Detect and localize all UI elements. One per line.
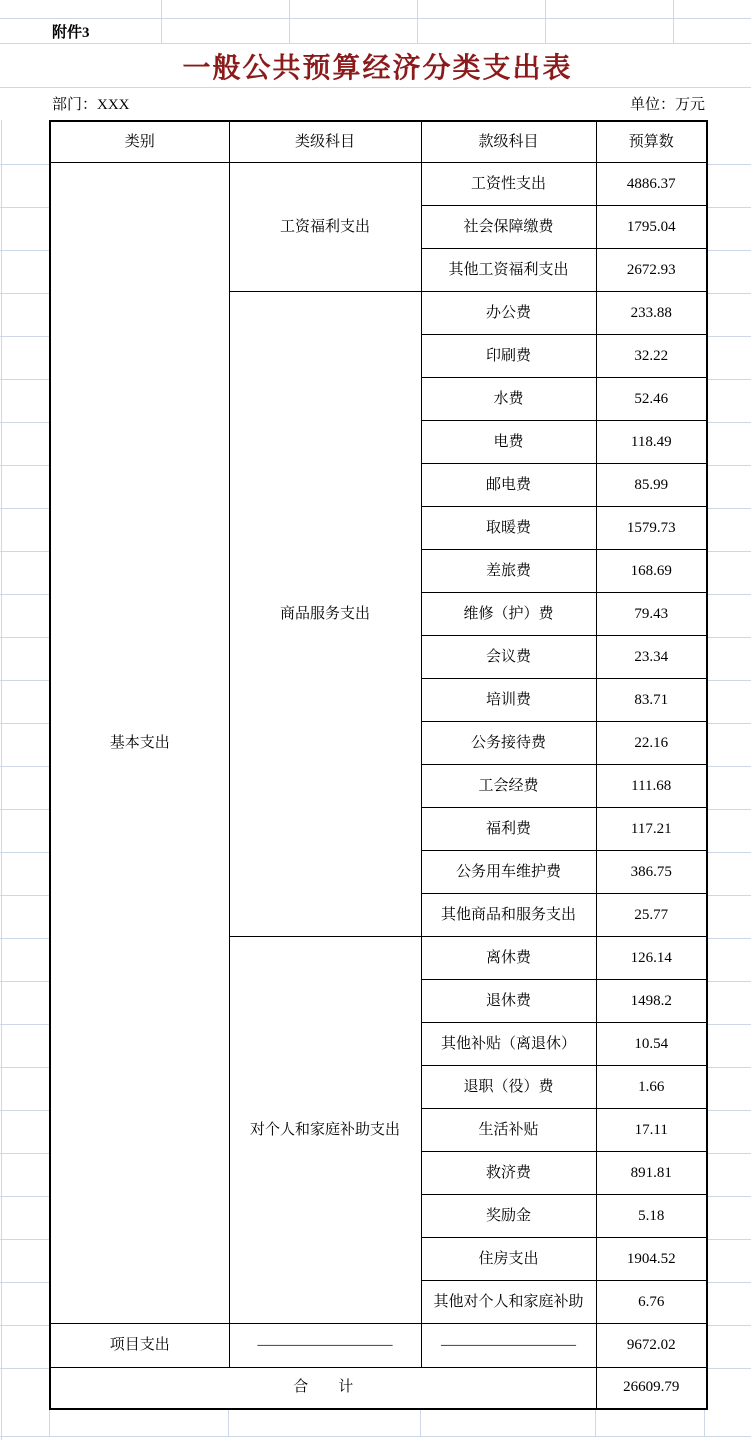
value-cell: 17.11 bbox=[596, 1109, 707, 1152]
value-cell: 118.49 bbox=[596, 421, 707, 464]
item-cell: 福利费 bbox=[421, 808, 596, 851]
item-cell: 生活补贴 bbox=[421, 1109, 596, 1152]
header-budget: 预算数 bbox=[596, 121, 707, 163]
category-basic-cell: 基本支出 bbox=[50, 163, 229, 1324]
header-item-subject: 款级科目 bbox=[421, 121, 596, 163]
item-cell: 邮电费 bbox=[421, 464, 596, 507]
grid-margin-right bbox=[706, 122, 751, 1409]
grid-line bbox=[161, 0, 162, 43]
value-cell: 23.34 bbox=[596, 636, 707, 679]
grid-line bbox=[0, 18, 751, 19]
item-cell: 印刷费 bbox=[421, 335, 596, 378]
total-row bbox=[50, 1368, 707, 1409]
grid-line bbox=[289, 0, 290, 43]
value-cell: 4886.37 bbox=[596, 163, 707, 206]
item-cell: 培训费 bbox=[421, 679, 596, 722]
header-class-subject: 类级科目 bbox=[229, 121, 421, 163]
item-cell: 办公费 bbox=[421, 292, 596, 335]
value-cell: 10.54 bbox=[596, 1023, 707, 1066]
item-cell: 差旅费 bbox=[421, 550, 596, 593]
item-cell: 电费 bbox=[421, 421, 596, 464]
value-cell: 233.88 bbox=[596, 292, 707, 335]
item-cell: 会议费 bbox=[421, 636, 596, 679]
grid-line bbox=[228, 1409, 229, 1436]
item-cell: 离休费 bbox=[421, 937, 596, 980]
attachment-label: 附件3 bbox=[52, 25, 90, 41]
total-label-cell: 合 计 bbox=[50, 1368, 596, 1409]
item-cell: 其他补贴（离退休） bbox=[421, 1023, 596, 1066]
table-row bbox=[50, 163, 707, 206]
dash-cell: ————————— bbox=[229, 1324, 421, 1368]
item-cell: 工会经费 bbox=[421, 765, 596, 808]
value-cell: 25.77 bbox=[596, 894, 707, 937]
value-cell: 2672.93 bbox=[596, 249, 707, 292]
grid-line bbox=[420, 1409, 421, 1436]
grid-line bbox=[673, 0, 674, 43]
value-cell: 1579.73 bbox=[596, 507, 707, 550]
item-cell: 维修（护）费 bbox=[421, 593, 596, 636]
grid-margin-left bbox=[0, 122, 49, 1409]
value-cell: 126.14 bbox=[596, 937, 707, 980]
value-cell: 32.22 bbox=[596, 335, 707, 378]
value-cell: 52.46 bbox=[596, 378, 707, 421]
value-cell: 6.76 bbox=[596, 1281, 707, 1324]
value-cell: 22.16 bbox=[596, 722, 707, 765]
value-cell: 111.68 bbox=[596, 765, 707, 808]
grid-line bbox=[49, 1409, 50, 1436]
grid-line bbox=[704, 1409, 705, 1436]
value-cell: 85.99 bbox=[596, 464, 707, 507]
item-cell: 其他商品和服务支出 bbox=[421, 894, 596, 937]
item-cell: 奖励金 bbox=[421, 1195, 596, 1238]
item-cell: 公务用车维护费 bbox=[421, 851, 596, 894]
value-cell: 1795.04 bbox=[596, 206, 707, 249]
value-cell: 79.43 bbox=[596, 593, 707, 636]
value-cell: 168.69 bbox=[596, 550, 707, 593]
item-cell: 社会保障缴费 bbox=[421, 206, 596, 249]
dash-cell: ————————— bbox=[421, 1324, 596, 1368]
budget-table bbox=[49, 120, 708, 1410]
value-cell: 83.71 bbox=[596, 679, 707, 722]
project-expense-row bbox=[50, 1324, 707, 1368]
unit-label: 单位：万元 bbox=[629, 97, 705, 113]
item-cell: 住房支出 bbox=[421, 1238, 596, 1281]
group-cell: 商品服务支出 bbox=[229, 292, 421, 937]
item-cell: 退休费 bbox=[421, 980, 596, 1023]
value-cell: 1904.52 bbox=[596, 1238, 707, 1281]
group-cell: 对个人和家庭补助支出 bbox=[229, 937, 421, 1324]
grid-line bbox=[0, 1436, 751, 1437]
grid-line bbox=[545, 0, 546, 43]
item-cell: 水费 bbox=[421, 378, 596, 421]
item-cell: 取暖费 bbox=[421, 507, 596, 550]
grid-line bbox=[595, 1409, 596, 1436]
grid-line bbox=[0, 87, 751, 88]
value-cell: 9672.02 bbox=[596, 1324, 707, 1368]
item-cell: 工资性支出 bbox=[421, 163, 596, 206]
value-cell: 891.81 bbox=[596, 1152, 707, 1195]
value-cell: 5.18 bbox=[596, 1195, 707, 1238]
value-cell: 1.66 bbox=[596, 1066, 707, 1109]
group-cell: 工资福利支出 bbox=[229, 163, 421, 292]
header-category: 类别 bbox=[50, 121, 229, 163]
grid-line bbox=[417, 0, 418, 43]
item-cell: 其他工资福利支出 bbox=[421, 249, 596, 292]
department-label: 部门：XXX bbox=[52, 97, 130, 113]
item-cell: 退职（役）费 bbox=[421, 1066, 596, 1109]
category-project-cell: 项目支出 bbox=[50, 1324, 229, 1368]
value-cell: 1498.2 bbox=[596, 980, 707, 1023]
total-value-cell: 26609.79 bbox=[596, 1368, 707, 1409]
item-cell: 公务接待费 bbox=[421, 722, 596, 765]
table-header-row bbox=[50, 121, 707, 163]
page-title: 一般公共预算经济分类支出表 bbox=[182, 53, 573, 84]
value-cell: 117.21 bbox=[596, 808, 707, 851]
value-cell: 386.75 bbox=[596, 851, 707, 894]
item-cell: 其他对个人和家庭补助 bbox=[421, 1281, 596, 1324]
grid-line bbox=[0, 43, 751, 44]
item-cell: 救济费 bbox=[421, 1152, 596, 1195]
